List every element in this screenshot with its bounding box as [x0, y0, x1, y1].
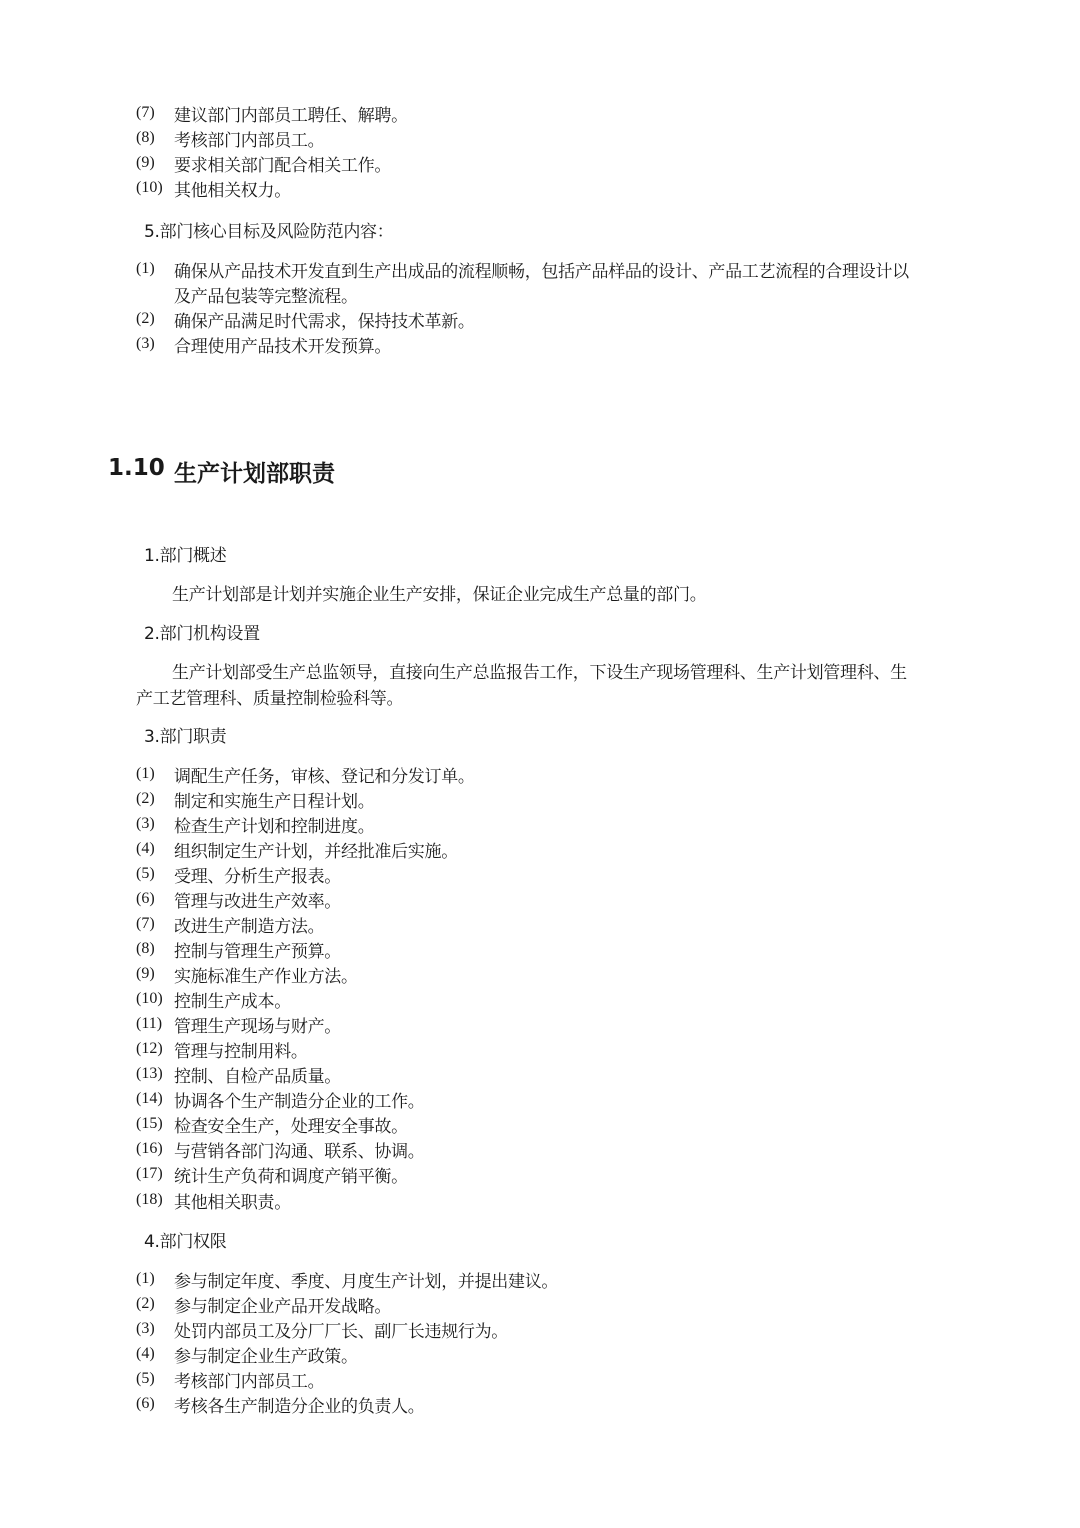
list-item-text: 调配生产任务，审核、登记和分发订单。 — [174, 767, 475, 787]
paragraph: 生产计划部受生产总监领导，直接向生产总监报告工作，下设生产现场管理科、生产计划管理科、生 — [172, 663, 907, 683]
list-item-text: 检查生产计划和控制进度。 — [174, 817, 375, 838]
list-item-text: 参与制定企业产品开发战略。 — [174, 1297, 392, 1317]
list-item-text: 统计生产负荷和调度产销平衡。 — [174, 1167, 408, 1188]
list-number: (1) — [136, 260, 155, 277]
list-number: (3) — [136, 1320, 155, 1337]
list-number: (8) — [136, 940, 155, 958]
list-number: (10) — [136, 179, 163, 196]
list-item-text-continued: 及产品包装等完整流程。 — [174, 287, 358, 307]
list-number: (3) — [136, 815, 155, 833]
list-number: (5) — [136, 1370, 155, 1387]
paragraph-continued: 产工艺管理科、质量控制检验科等。 — [136, 689, 404, 709]
list-item-text: 受理、分析生产报表。 — [174, 867, 341, 888]
paragraph: 生产计划部是计划并实施企业生产安排，保证企业完成生产总量的部门。 — [172, 585, 707, 605]
list-item-text: 改进生产制造方法。 — [174, 917, 325, 938]
list-item-text: 制定和实施生产日程计划。 — [174, 792, 375, 813]
list-number: (2) — [136, 790, 155, 808]
list-item-text: 要求相关部门配合相关工作。 — [174, 156, 392, 176]
list-number: (2) — [136, 1295, 155, 1312]
list-item-text: 组织制定生产计划，并经批准后实施。 — [174, 842, 458, 863]
list-number: (17) — [136, 1165, 163, 1183]
list-item-text: 检查安全生产，处理安全事故。 — [174, 1117, 408, 1138]
list-item-text: 管理与改进生产效率。 — [174, 892, 341, 913]
list-item-text: 其他相关权力。 — [174, 181, 291, 201]
list-item-text: 合理使用产品技术开发预算。 — [174, 337, 392, 357]
list-number: (6) — [136, 1395, 155, 1412]
list-number: (4) — [136, 1345, 155, 1362]
list-item-text: 管理与控制用料。 — [174, 1042, 308, 1063]
list-number: (15) — [136, 1115, 163, 1133]
section-heading: 1.部门概述 — [144, 546, 227, 566]
list-number: (9) — [136, 965, 155, 983]
list-item-text: 确保从产品技术开发直到生产出成品的流程顺畅，包括产品样品的设计、产品工艺流程的合理设计以 — [174, 262, 909, 282]
chapter-title: 生产计划部职责 — [174, 461, 335, 487]
list-number: (8) — [136, 129, 155, 146]
list-number: (2) — [136, 310, 155, 327]
list-item-text: 考核部门内部员工。 — [174, 131, 325, 151]
list-item-text: 其他相关职责。 — [174, 1192, 291, 1213]
list-item-text: 与营销各部门沟通、联系、协调。 — [174, 1142, 425, 1163]
chapter-number: 1.10 — [108, 455, 165, 481]
list-item-text: 考核各生产制造分企业的负责人。 — [174, 1397, 425, 1417]
list-item-text: 参与制定企业生产政策。 — [174, 1347, 358, 1367]
list-item-text: 控制、自检产品质量。 — [174, 1067, 341, 1088]
list-number: (12) — [136, 1040, 163, 1058]
list-item-text: 参与制定年度、季度、月度生产计划，并提出建议。 — [174, 1272, 559, 1292]
list-number: (18) — [136, 1190, 163, 1208]
list-number: (11) — [136, 1015, 163, 1033]
list-number: (10) — [136, 990, 163, 1008]
list-item-text: 确保产品满足时代需求，保持技术革新。 — [174, 312, 475, 332]
list-item-text: 建议部门内部员工聘任、解聘。 — [174, 106, 408, 126]
list-number: (7) — [136, 915, 155, 933]
list-number: (16) — [136, 1140, 163, 1158]
list-item-text: 控制生产成本。 — [174, 992, 291, 1013]
list-number: (5) — [136, 865, 155, 883]
list-item-text: 管理生产现场与财产。 — [174, 1017, 341, 1038]
list-item-text: 考核部门内部员工。 — [174, 1372, 325, 1392]
section-heading: 2.部门机构设置 — [144, 624, 260, 644]
section-heading: 5.部门核心目标及风险防范内容： — [144, 222, 394, 242]
list-item-text: 控制与管理生产预算。 — [174, 942, 341, 963]
list-number: (6) — [136, 890, 155, 908]
list-number: (14) — [136, 1090, 163, 1108]
list-item-text: 实施标准生产作业方法。 — [174, 967, 358, 988]
section-heading: 3.部门职责 — [144, 727, 227, 747]
list-number: (9) — [136, 154, 155, 171]
section-heading: 4.部门权限 — [144, 1232, 227, 1252]
list-number: (4) — [136, 840, 155, 858]
list-number: (3) — [136, 335, 155, 352]
list-item-text: 处罚内部员工及分厂厂长、副厂长违规行为。 — [174, 1322, 508, 1342]
list-number: (7) — [136, 104, 155, 121]
list-number: (13) — [136, 1065, 163, 1083]
list-number: (1) — [136, 1270, 155, 1287]
list-item-text: 协调各个生产制造分企业的工作。 — [174, 1092, 425, 1113]
list-number: (1) — [136, 765, 155, 782]
